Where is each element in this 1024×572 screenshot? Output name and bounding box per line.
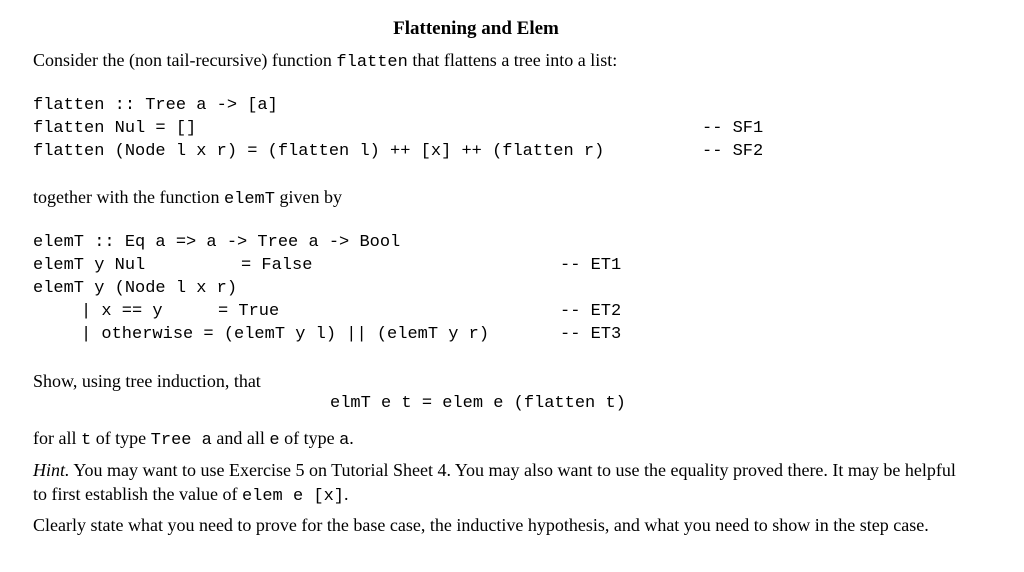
together-code: elemT: [223, 190, 275, 209]
elemT-equation-1-rhs: = False: [241, 256, 313, 275]
forall-text-4: of type: [279, 428, 340, 448]
flatten-equation-2: flatten (Node l x r) = (flatten l) ++ [x] ++ (flatten r): [33, 142, 605, 161]
elemT-signature: elemT :: Eq a => a -> Tree a -> Bool: [33, 233, 401, 252]
hint-text: You may want to use Exercise 5 on Tutorial Sheet 4. You may also want to use the equality proved there. It may be helpful to first establish the value of: [33, 460, 956, 504]
forall-code-e: e: [269, 431, 280, 450]
hint-end: .: [343, 484, 349, 504]
intro-code: flatten: [336, 53, 408, 72]
intro-text-pre: Consider the (non tail-recursive) function: [33, 50, 337, 70]
elemT-comment-2: -- ET2: [560, 302, 622, 321]
flatten-comment-2: -- SF2: [702, 142, 764, 161]
elemT-guard-1-rhs: = True: [218, 302, 280, 321]
flatten-equation-1: flatten Nul = []: [33, 119, 197, 138]
elemT-comment-3: -- ET3: [560, 325, 622, 344]
forall-paragraph: [33, 428, 354, 450]
show-paragraph: Show, using tree induction, that: [33, 371, 261, 391]
goal-equation: elmT e t = elem e (flatten t): [330, 394, 626, 413]
forall-text-3: and all: [211, 428, 270, 448]
forall-code-tree: Tree a: [150, 431, 212, 450]
forall-text-5: .: [349, 428, 354, 448]
flatten-comment-1: -- SF1: [702, 119, 764, 138]
together-text-post: given by: [274, 187, 342, 207]
forall-text-2: of type: [91, 428, 151, 448]
flatten-signature: flatten :: Tree a -> [a]: [33, 96, 278, 115]
intro-paragraph: [33, 50, 617, 72]
together-paragraph: [33, 187, 342, 209]
page-title: Flattening and Elem: [393, 18, 559, 39]
hint-paragraph: [33, 458, 973, 509]
elemT-guard-2: | otherwise = (elemT y l) || (elemT y r): [81, 325, 490, 344]
hint-label: Hint.: [33, 460, 70, 480]
elemT-equation-2: elemT y (Node l x r): [33, 279, 238, 298]
elemT-guard-1: | x == y: [81, 302, 163, 321]
elemT-equation-1: elemT y Nul: [33, 256, 146, 275]
forall-text-1: for all: [33, 428, 81, 448]
forall-code-a: a: [339, 431, 350, 450]
together-text-pre: together with the function: [33, 187, 224, 207]
elemT-comment-1: -- ET1: [560, 256, 622, 275]
hint-code: elem e [x]: [241, 487, 344, 506]
intro-text-post: that flattens a tree into a list:: [407, 50, 618, 70]
forall-code-t: t: [80, 431, 92, 450]
final-paragraph: Clearly state what you need to prove for the base case, the inductive hypothesis, and what you need to show in the step case.: [33, 515, 929, 535]
